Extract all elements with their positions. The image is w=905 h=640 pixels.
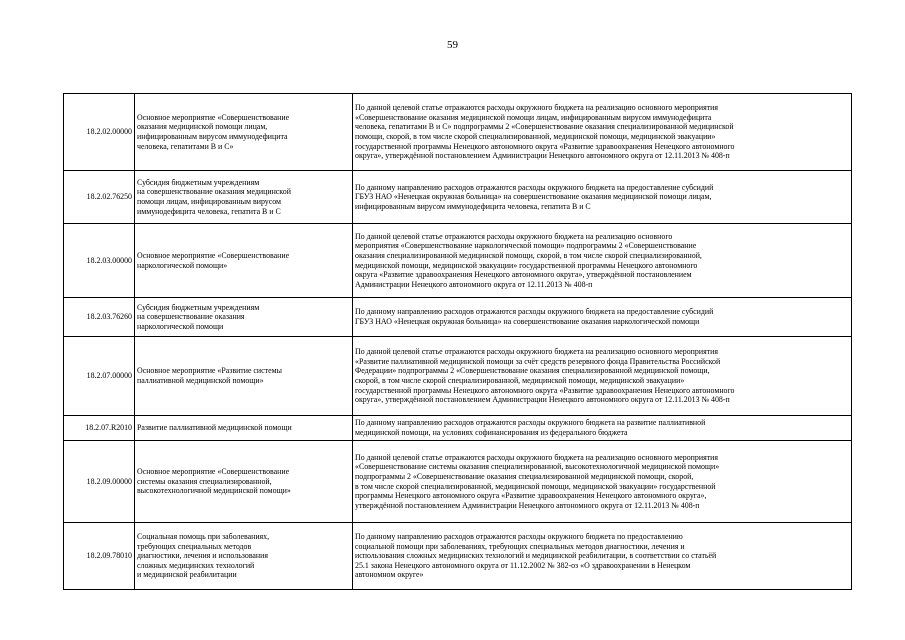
target-article-code: 18.2.09.78010 (64, 523, 135, 590)
article-name: Основное мероприятие «Развитие системы паллиативной медицинской помощи» (135, 337, 353, 416)
article-name: Субсидия бюджетным учреждениям на совершенствование оказания медицинской помощи лицам, инфицированным вирусом иммунодефицита человека, гепатита В и С (135, 171, 353, 224)
article-name: Социальная помощь при заболеваниях, требующих специальных методов диагностики, лечения и использования сложных медицинских технологий и медицинской реабилитации (135, 523, 353, 590)
article-name: Основное мероприятие «Совершенствование оказания медицинской помощи лицам, инфицированным вирусом иммунодефицита человека, гепатитами В и С» (135, 94, 353, 171)
table-row (64, 94, 852, 171)
target-article-code: 18.2.02.76250 (64, 171, 135, 224)
table-row (64, 441, 852, 523)
budget-classification-table (63, 93, 852, 590)
article-description: По данной целевой статье отражаются расходы окружного бюджета на реализацию основного мероприятия «Развитие паллиативной медицинской помощи за счёт средств резервного фонда Правительства Российской Федерации» подпрограммы 2 «Совершенствование оказания специализированной медицинской помощи, скорой, в том числе скорой специализированной, медицинской помощи, медицинской эвакуации» государственной программы Ненецкого автономного округа «Развитие здравоохранения Ненецкого автономного округа», утверждённой постановлением Администрации Ненецкого автономного округа от 12.11.2013 № 408-п (353, 337, 852, 416)
table-row (64, 337, 852, 416)
table-row (64, 523, 852, 590)
article-description: По данной целевой статье отражаются расходы окружного бюджета на реализацию основного мероприятия «Совершенствование оказания медицинской помощи лицам, инфицированным вирусом иммунодефицита человека, гепатитами В и С» подпрограммы 2 «Совершенствование оказания специализированной медицинской помощи, скорой, в том числе скорой специализированной, медицинской помощи, медицинской эвакуации» государственной программы Ненецкого автономного округа «Развитие здравоохранения Ненецкого автономного округа», утверждённой постановлением Администрации Ненецкого автономного округа от 12.11.2013 № 408-п (353, 94, 852, 171)
target-article-code: 18.2.07.R2010 (64, 416, 135, 441)
article-name: Основное мероприятие «Совершенствование системы оказания специализированной, высокотехнологичной медицинской помощи» (135, 441, 353, 523)
article-description: По данному направлению расходов отражаются расходы окружного бюджета на предоставление субсидий ГБУЗ НАО «Ненецкая окружная больница» на совершенствование оказания наркологической помощи (353, 298, 852, 337)
article-name: Основное мероприятие «Совершенствование наркологической помощи» (135, 224, 353, 298)
article-description: По данному направлению расходов отражаются расходы окружного бюджета на развитие паллиативной медицинской помощи, на условиях софинансирования из федерального бюджета (353, 416, 852, 441)
page-number: 59 (447, 39, 458, 51)
table-row (64, 298, 852, 337)
article-description: По данному направлению расходов отражаются расходы окружного бюджета по предоставлению социальной помощи при заболеваниях, требующих специальных методов диагностики, лечения и использования сложных медицинских технологий и медицинской реабилитации, в соответствии со статьёй 25.1 закона Ненецкого автономного округа от 11.12.2002 № 382-оз «О здравоохранении в Ненецком автономном округе» (353, 523, 852, 590)
article-name: Развитие паллиативной медицинской помощи (135, 416, 353, 441)
target-article-code: 18.2.02.00000 (64, 94, 135, 171)
target-article-code: 18.2.03.00000 (64, 224, 135, 298)
table-row (64, 416, 852, 441)
table-row (64, 224, 852, 298)
target-article-code: 18.2.03.76260 (64, 298, 135, 337)
target-article-code: 18.2.09.00000 (64, 441, 135, 523)
target-article-code: 18.2.07.00000 (64, 337, 135, 416)
article-description: По данной целевой статье отражаются расходы окружного бюджета на реализацию основного мероприятия «Совершенствование системы оказания специализированной, высокотехнологичной медицинской помощи» подпрограммы 2 «Совершенствование оказания специализированной медицинской помощи, скорой, в том числе скорой специализированной, медицинской помощи, медицинской эвакуации» государственной программы Ненецкого автономного округа «Развитие здравоохранения Ненецкого автономного округа», утверждённой постановлением Администрации Ненецкого автономного округа от 12.11.2013 № 408-п (353, 441, 852, 523)
table-row (64, 171, 852, 224)
article-description: По данному направлению расходов отражаются расходы окружного бюджета на предоставление субсидий ГБУЗ НАО «Ненецкая окружная больница» на совершенствование оказания медицинской помощи лицам, инфицированным вирусом иммунодефицита человека, гепатита В и С (353, 171, 852, 224)
article-name: Субсидия бюджетным учреждениям на совершенствование оказания наркологической помощи (135, 298, 353, 337)
article-description: По данной целевой статье отражаются расходы окружного бюджета на реализацию основного мероприятия «Совершенствование наркологической помощи» подпрограммы 2 «Совершенствование оказания специализированной медицинской помощи, скорой, в том числе скорой специализированной, медицинской помощи, медицинской эвакуации» государственной программы Ненецкого автономного округа «Развитие здравоохранения Ненецкого автономного округа», утверждённой постановлением Администрации Ненецкого автономного округа от 12.11.2013 № 408-п (353, 224, 852, 298)
